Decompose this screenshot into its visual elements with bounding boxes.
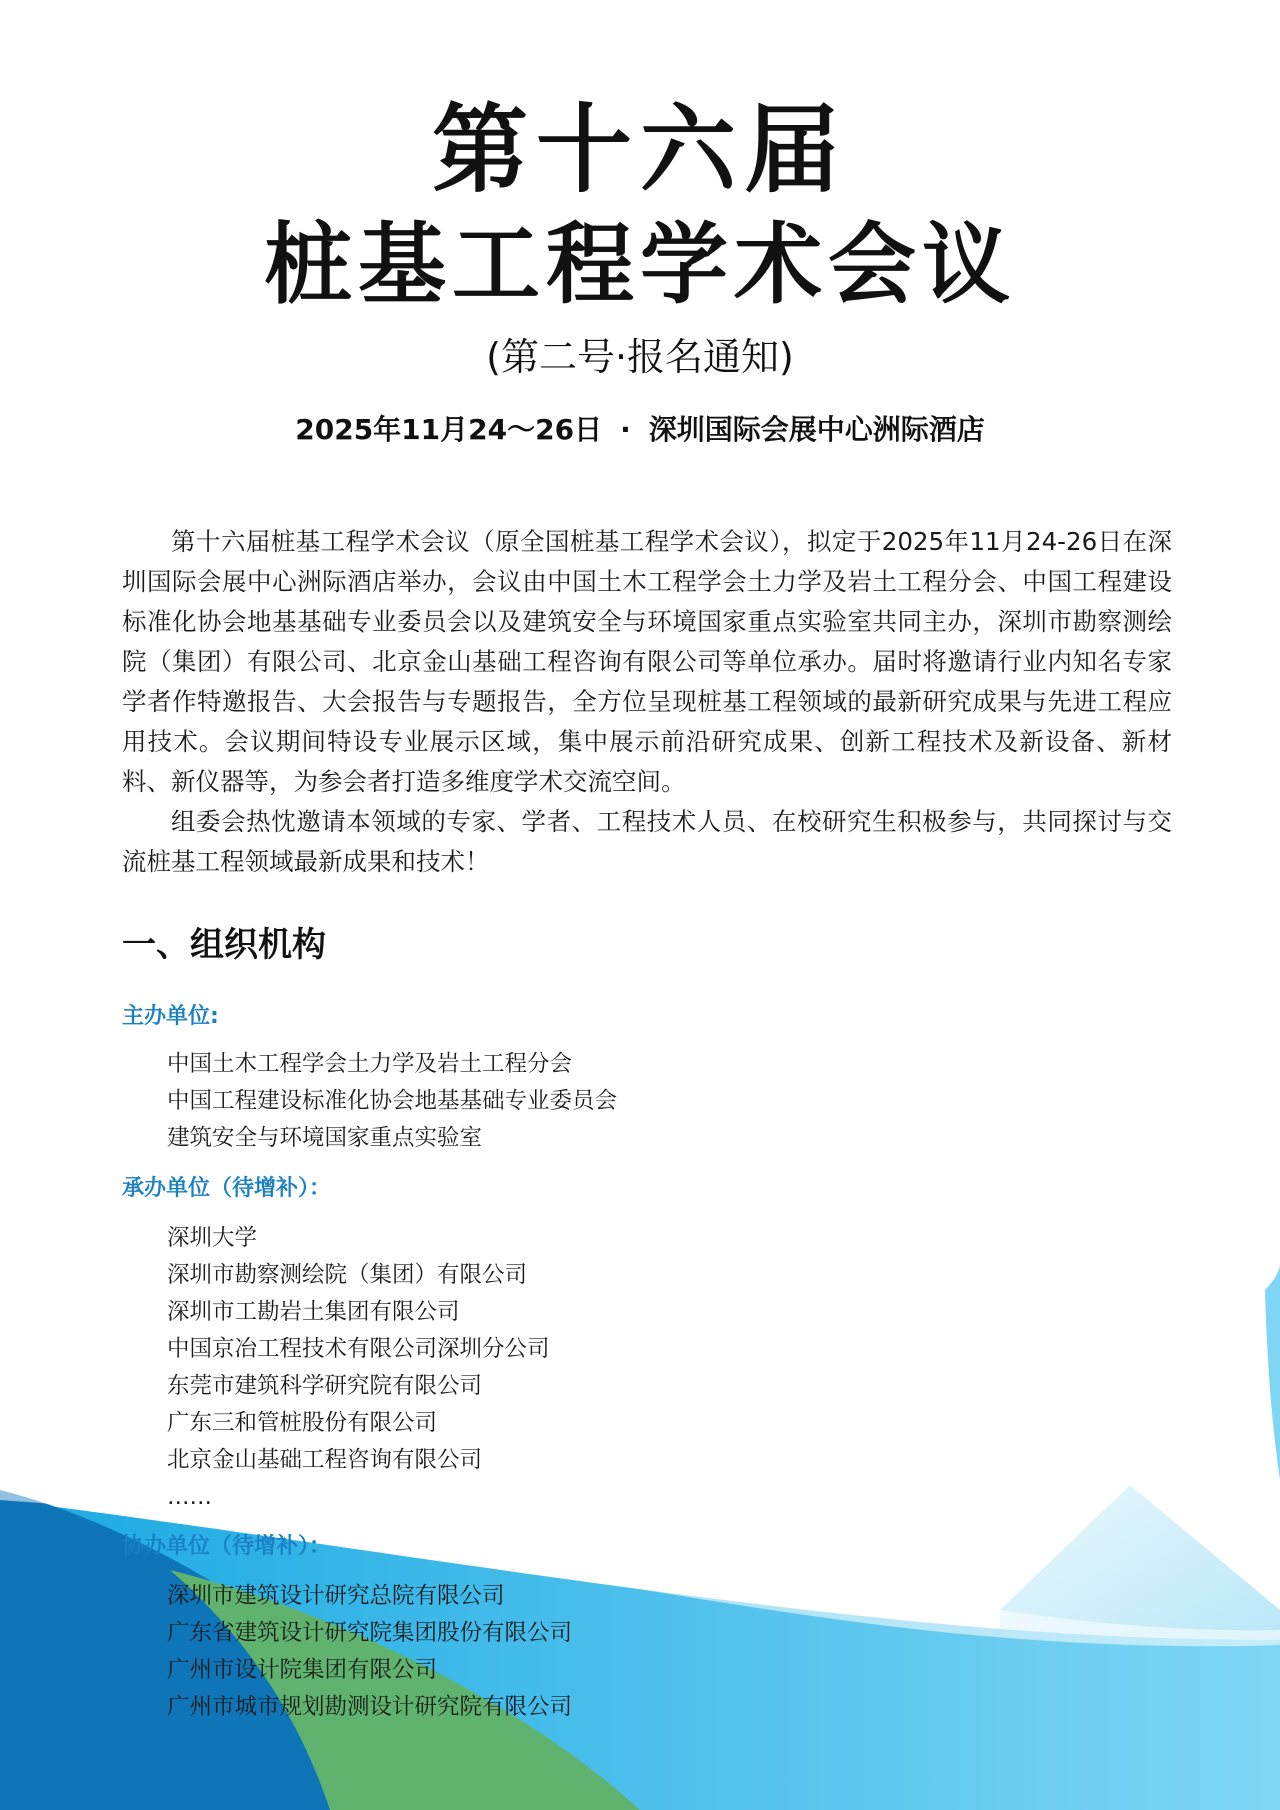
dateline-separator: · (620, 413, 631, 446)
list-item: 东莞市建筑科学研究院有限公司 (167, 1373, 483, 1399)
intro-text (122, 522, 1172, 882)
title-line-1: 第十六届 (432, 94, 848, 206)
list-item: 深圳市勘察测绘院（集团）有限公司 (167, 1262, 528, 1288)
title-line-2: 桩基工程学术会议 (263, 213, 1016, 316)
date-venue-line (0, 410, 1280, 450)
list-item: …… (167, 1484, 212, 1510)
list-item: 中国工程建设标准化协会地基基础专业委员会 (167, 1088, 618, 1114)
list-item: 广州市城市规划勘测设计研究院有限公司 (167, 1694, 573, 1720)
list-item: 建筑安全与环境国家重点实验室 (167, 1125, 483, 1151)
section-heading-organization: 一、组织机构 (122, 925, 326, 965)
list-item: 深圳市工勘岩土集团有限公司 (167, 1299, 460, 1325)
organizers-label: 承办单位（待增补）： (122, 1176, 332, 1201)
organizers-list (167, 1220, 550, 1516)
right-edge-arc (1265, 1250, 1280, 1480)
conference-venue: 深圳国际会展中心洲际酒店 (648, 413, 985, 446)
hosts-list (167, 1046, 617, 1157)
intro-paragraph-1: 第十六届桩基工程学术会议（原全国桩基工程学术会议），拟定于2025年11月24-26日在深圳国际会展中心洲际酒店举办，会议由中国土木工程学会土力学及岩土工程分会、中国工程建设标准化协会地基基础专业委员会以及建筑安全与环境国家重点实验室共同主办，深圳市勘察测绘院（集团）有限公司、北京金山基础工程咨询有限公司等单位承办。届时将邀请行业内知名专家学者作特邀报告、大会报告与专题报告，全方位呈现桩基工程领域的最新研究成果与先进工程应用技术。会议期间特设专业展示区域，集中展示前沿研究成果、创新工程技术及新设备、新材料、新仪器等，为参会者打造多维度学术交流空间。 (122, 527, 1172, 796)
list-item: 深圳大学 (167, 1225, 258, 1251)
list-item: 深圳市建筑设计研究总院有限公司 (167, 1583, 505, 1609)
list-item: 中国京冶工程技术有限公司深圳分公司 (167, 1336, 550, 1362)
subtitle: (第二号·报名通知) (486, 335, 794, 379)
list-item: 广州市设计院集团有限公司 (167, 1657, 438, 1683)
list-item: 广东省建筑设计研究院集团股份有限公司 (167, 1620, 573, 1646)
co-organizers-list (167, 1578, 572, 1726)
list-item: 中国土木工程学会土力学及岩土工程分会 (167, 1051, 573, 1077)
intro-paragraph-2: 组委会热忱邀请本领域的专家、学者、工程技术人员、在校研究生积极参与，共同探讨与交流桩基工程领域最新成果和技术！ (122, 807, 1172, 876)
list-item: 北京金山基础工程咨询有限公司 (167, 1447, 483, 1473)
co-organizers-label: 协办单位（待增补）： (122, 1534, 332, 1559)
list-item: 广东三和管桩股份有限公司 (167, 1410, 438, 1436)
hosts-label: 主办单位: (122, 1004, 219, 1029)
conference-date: 2025年11月24～26日 (295, 413, 603, 446)
